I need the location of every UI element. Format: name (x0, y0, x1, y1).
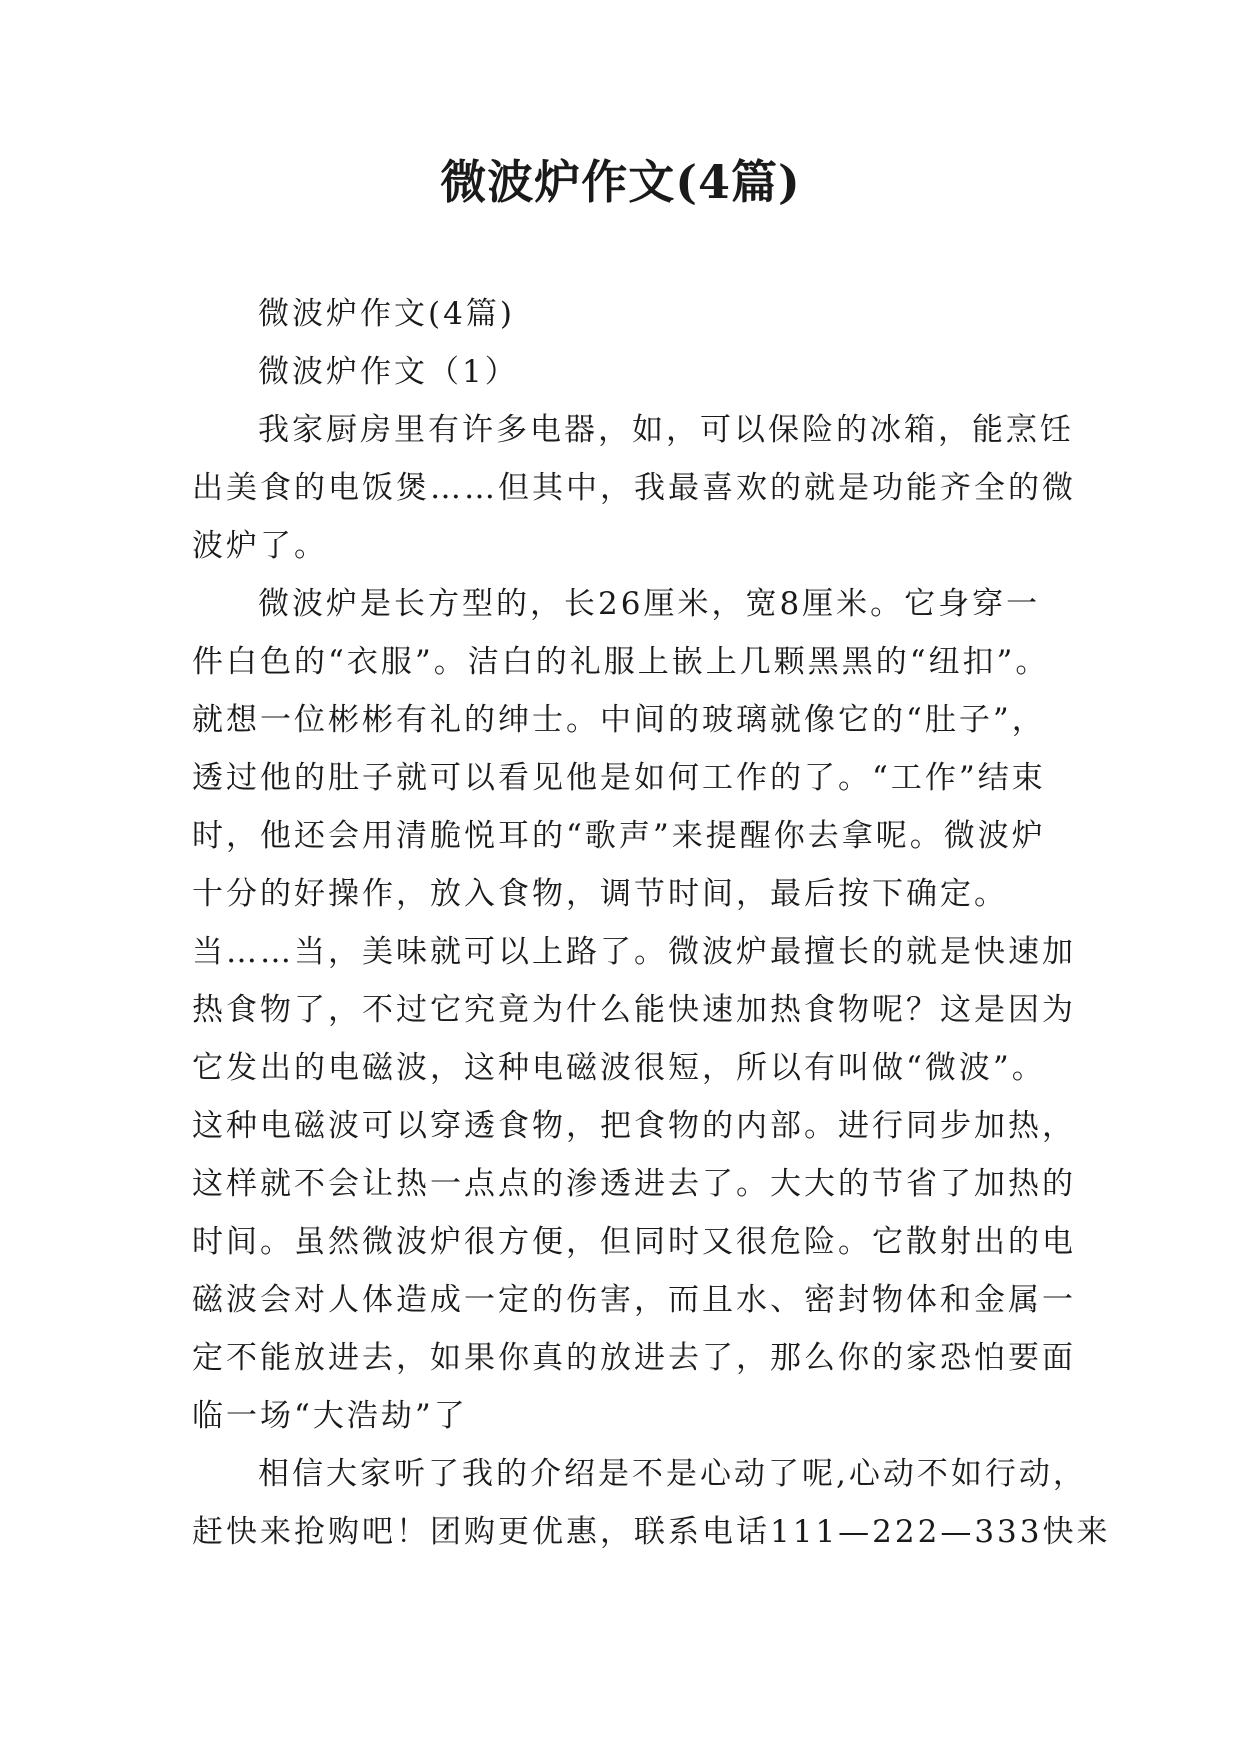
paragraph-line: 件白色的“衣服”。洁白的礼服上嵌上几颗黑黑的“纽扣”。 (192, 644, 1050, 680)
document-body (192, 285, 1111, 1561)
paragraph-line: 这样就不会让热一点点的渗透进去了。大大的节省了加热的 (192, 1166, 1076, 1202)
paragraph-line: 磁波会对人体造成一定的伤害，而且水、密封物体和金属一 (192, 1282, 1076, 1318)
paragraph-line: 定不能放进去，如果你真的放进去了，那么你的家恐怕要面 (192, 1340, 1076, 1376)
paragraph-line: 出美食的电饭煲……但其中，我最喜欢的就是功能齐全的微 (192, 470, 1076, 506)
paragraph-line: 赶快来抢购吧！团购更优惠，联系电话111—222—333快来 (192, 1514, 1111, 1550)
paragraph-line: 微波炉是长方型的，长26厘米，宽8厘米。它身穿一 (258, 586, 1041, 622)
paragraph-line: 时间。虽然微波炉很方便，但同时又很危险。它散射出的电 (192, 1224, 1076, 1260)
paragraph-line: 临一场“大浩劫”了 (192, 1398, 468, 1434)
document-subtitle: 微波炉作文(4篇) (258, 296, 515, 332)
paragraph-1 (192, 401, 1076, 575)
paragraph-line: 它发出的电磁波，这种电磁波很短，所以有叫做“微波”。 (192, 1050, 1046, 1086)
paragraph-line: 相信大家听了我的介绍是不是心动了呢,心动不如行动， (258, 1456, 1087, 1492)
paragraph-line: 就想一位彬彬有礼的绅士。中间的玻璃就像它的“肚子”， (192, 702, 1046, 738)
paragraph-line: 透过他的肚子就可以看见他是如何工作的了。“工作”结束 (192, 760, 1046, 796)
document-title: 微波炉作文(4篇) (440, 155, 801, 209)
paragraph-line: 当……当，美味就可以上路了。微波炉最擅长的就是快速加 (192, 934, 1076, 970)
paragraph-2 (192, 575, 1076, 1445)
paragraph-line: 波炉了。 (192, 528, 328, 564)
paragraph-line: 这种电磁波可以穿透食物，把食物的内部。进行同步加热， (192, 1108, 1076, 1144)
paragraph-line: 时，他还会用清脆悦耳的“歌声”来提醒你去拿呢。微波炉 (192, 818, 1046, 854)
paragraph-line: 热食物了，不过它究竟为什么能快速加热食物呢？这是因为 (192, 992, 1076, 1028)
paragraph-3 (192, 1445, 1111, 1561)
section-heading: 微波炉作文（1） (258, 354, 519, 390)
paragraph-line: 我家厨房里有许多电器，如，可以保险的冰箱，能烹饪 (258, 412, 1074, 448)
paragraph-line: 十分的好操作，放入食物，调节时间，最后按下确定。 (192, 876, 1008, 912)
